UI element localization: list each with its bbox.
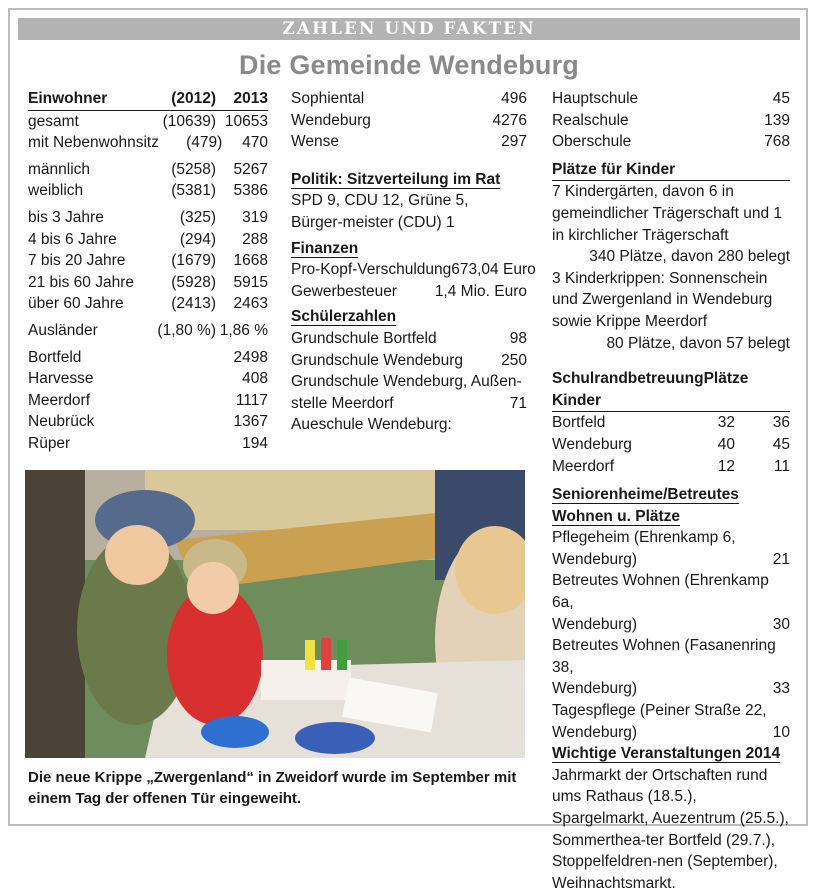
value-2013: 5267 [233, 160, 268, 178]
value-2013: 1117 [235, 391, 268, 409]
row-value: 496 [501, 90, 527, 107]
finanzen-rows [291, 259, 536, 302]
schueler-row [291, 350, 527, 372]
row-label: Wendeburg) [552, 615, 638, 633]
einwohner-row [28, 207, 268, 229]
senior-line1: Pflegeheim (Ehrenkamp 6, [552, 529, 736, 547]
senioren-title: Seniorenheime/Betreutes Wohnen u. Plätze [552, 486, 739, 525]
row-value: 30 [772, 615, 790, 633]
value-2013: 1367 [233, 413, 268, 431]
value-2013: 1,86 % [219, 321, 268, 339]
value-2013: 470 [242, 134, 268, 152]
row-label: weiblich [28, 182, 84, 200]
row-label: Meerdorf [552, 457, 615, 475]
row-value: 297 [501, 133, 527, 151]
einwohner-row [28, 293, 268, 315]
value-b: 45 [772, 435, 790, 453]
school-row [552, 88, 790, 110]
row-label: bis 3 Jahre [28, 208, 104, 226]
row-label: Bortfeld [28, 348, 82, 366]
einwohner-row [28, 320, 268, 342]
right-column [552, 88, 790, 894]
place-row [291, 88, 527, 110]
schulrand-row [552, 412, 790, 434]
value-a: 12 [717, 457, 735, 475]
value-2012: (479) [186, 134, 223, 152]
senioren-rows [552, 527, 790, 743]
value-2013: 5386 [233, 182, 268, 200]
row-label: gesamt [28, 112, 79, 130]
einwohner-row [28, 229, 268, 251]
row-label: Wense [291, 133, 339, 151]
row-value: 33 [772, 680, 790, 698]
aussenstelle-line1: Grundschule Wendeburg, Außen- [291, 373, 522, 391]
value-2013: 408 [242, 370, 268, 388]
value-2012 [144, 368, 216, 390]
row-label: 4 bis 6 Jahre [28, 230, 117, 248]
value-2012: (10639) [162, 112, 216, 130]
senior-line1: Betreutes Wohnen (Fasanenring 38, [552, 637, 776, 676]
section-banner: ZAHLEN UND FAKTEN [18, 18, 800, 40]
row-value: 250 [501, 351, 527, 369]
value-2012: (325) [179, 208, 216, 226]
schulrand-row [552, 434, 790, 456]
value-2012 [144, 433, 216, 455]
row-value: 10 [772, 723, 790, 741]
place-list [291, 88, 527, 153]
kinder-text2: 3 Kinderkrippen: Sonnenschein und Zwergenland in Wendeburg sowie Krippe Meerdorf [552, 269, 773, 330]
row-label: Pro-Kopf-Verschuldung [291, 261, 452, 279]
senior-line1: Tagespflege (Peiner Straße 22, [552, 702, 767, 720]
place-row [291, 131, 527, 153]
senior-line1: Betreutes Wohnen (Ehrenkamp 6a, [552, 572, 769, 612]
row-value: 98 [509, 329, 527, 347]
value-b: 36 [772, 414, 790, 432]
row-label: Wendeburg) [552, 550, 638, 568]
value-a: 32 [717, 414, 735, 432]
row-label: Grundschule Wendeburg [291, 351, 464, 369]
senior-row [552, 722, 790, 744]
headline: Die Gemeinde Wendeburg [239, 50, 579, 80]
aussenstelle-row: stelle Meerdorf 71 [291, 394, 527, 412]
school-row [552, 131, 790, 153]
value-2012 [144, 390, 216, 412]
schueler-title: Schülerzahlen [291, 308, 397, 326]
einwohner-row [28, 368, 268, 390]
row-label: mit Nebenwohnsitz [28, 134, 159, 152]
row-value: 21 [772, 550, 790, 568]
value-2012: (5381) [171, 182, 216, 200]
finanzen-row [291, 281, 527, 303]
events-text: Jahrmarkt der Ortschaften rund ums Rathaus (18.5.), Spargelmarkt, Auezentrum (25.5.), Sommerthea-ter Bortfeld (29.7.), Stoppelfeldren-nen (September), Weihnachtsmarkt. [552, 766, 789, 892]
row-label: Wendeburg [552, 435, 632, 453]
middle-column [291, 88, 536, 436]
einwohner-row [28, 250, 268, 272]
kinder-num2: 80 Plätze, davon 57 belegt [606, 334, 790, 352]
school-row [552, 110, 790, 132]
einwohner-row [28, 347, 268, 369]
row-label: Harvesse [28, 370, 94, 388]
row-label: Ausländer [28, 321, 98, 339]
row-label: Meerdorf [28, 391, 91, 409]
value-a: 40 [717, 435, 735, 453]
kinder-num1: 340 Plätze, davon 280 belegt [589, 248, 790, 266]
value-2012: (1679) [171, 252, 216, 270]
place-row [291, 110, 527, 132]
value-2012: (5928) [171, 273, 216, 291]
value-2012: (2413) [171, 295, 216, 313]
row-label: Gewerbesteuer [291, 282, 397, 300]
schueler-rows [291, 328, 527, 371]
row-value: 673,04 Euro [451, 261, 536, 279]
row-label: Rüper [28, 434, 71, 452]
schulrand-title: SchulrandbetreuungPlätze Kinder [552, 368, 790, 412]
value-2012: (1,80 %) [157, 321, 216, 339]
aueschule-line: Aueschule Wendeburg: [291, 416, 452, 434]
row-label: über 60 Jahre [28, 295, 124, 313]
row-value: 768 [764, 133, 790, 151]
value-2013: 194 [242, 434, 268, 452]
value-2012 [144, 347, 216, 369]
photo-illustration [25, 470, 525, 758]
value-2013: 288 [242, 230, 268, 248]
row-label: Wendeburg) [552, 680, 638, 698]
value-2013: 5915 [233, 273, 268, 291]
row-label: Oberschule [552, 133, 632, 151]
row-value: 1,4 Mio. Euro [434, 282, 527, 300]
value-2013: 2463 [233, 295, 268, 313]
row-label: Hauptschule [552, 90, 639, 107]
value-2012 [144, 411, 216, 433]
value-2013: 10653 [224, 112, 268, 130]
senior-row [552, 614, 790, 636]
value-2013: 1668 [233, 252, 268, 270]
row-label: Realschule [552, 111, 629, 129]
einwohner-row [28, 180, 268, 202]
row-label: 21 bis 60 Jahre [28, 273, 134, 291]
row-label: Bortfeld [552, 414, 606, 432]
einwohner-row [28, 111, 268, 133]
finanzen-title: Finanzen [291, 239, 359, 257]
row-value: 139 [764, 111, 790, 129]
einwohner-row [28, 159, 268, 181]
schulrand-row [552, 456, 790, 478]
photo-caption: Die neue Krippe „Zwergenland“ in Zweidorf wurde im September mit einem Tag der offenen Tür eingeweiht. [28, 769, 517, 807]
value-b: 11 [773, 457, 790, 475]
value-2012: (5258) [171, 160, 216, 178]
value-2012: (294) [179, 230, 216, 248]
finanzen-row [291, 259, 536, 281]
einwohner-row [28, 272, 268, 294]
row-label: Neubrück [28, 413, 95, 431]
row-value: 4276 [492, 111, 527, 129]
schulrand-rows [552, 412, 790, 477]
politik-text: SPD 9, CDU 12, Grüne 5, Bürger-meister (CDU) 1 [291, 192, 469, 231]
kinder-text1: 7 Kindergärten, davon 6 in gemeindlicher Trägerschaft und 1 in kirchlicher Trägerschaft [552, 183, 783, 244]
row-label: Grundschule Bortfeld [291, 329, 437, 347]
value-2013: 319 [242, 208, 268, 226]
photo-krippe [25, 470, 525, 758]
politik-title: Politik: Sitzverteilung im Rat [291, 170, 501, 188]
einwohner-rows [28, 111, 268, 455]
kinder-title: Plätze für Kinder [552, 159, 790, 182]
row-label: 7 bis 20 Jahre [28, 252, 126, 270]
einwohner-row [28, 411, 268, 433]
einwohner-row [28, 433, 268, 455]
einwohner-row [28, 390, 268, 412]
events-title: Wichtige Veranstaltungen 2014 [552, 745, 781, 763]
row-label: männlich [28, 160, 91, 178]
row-label: Wendeburg) [552, 723, 638, 741]
value-2013: 2498 [233, 348, 268, 366]
senior-row [552, 678, 790, 700]
einwohner-column [28, 88, 268, 455]
row-label: Wendeburg [291, 111, 371, 129]
schueler-row [291, 328, 527, 350]
row-label: Sophiental [291, 90, 365, 107]
einwohner-header: Einwohner (2012) 2013 [28, 88, 268, 111]
einwohner-row [28, 132, 268, 154]
senior-row [552, 549, 790, 571]
row-value: 45 [772, 90, 790, 107]
school-list [552, 88, 790, 153]
